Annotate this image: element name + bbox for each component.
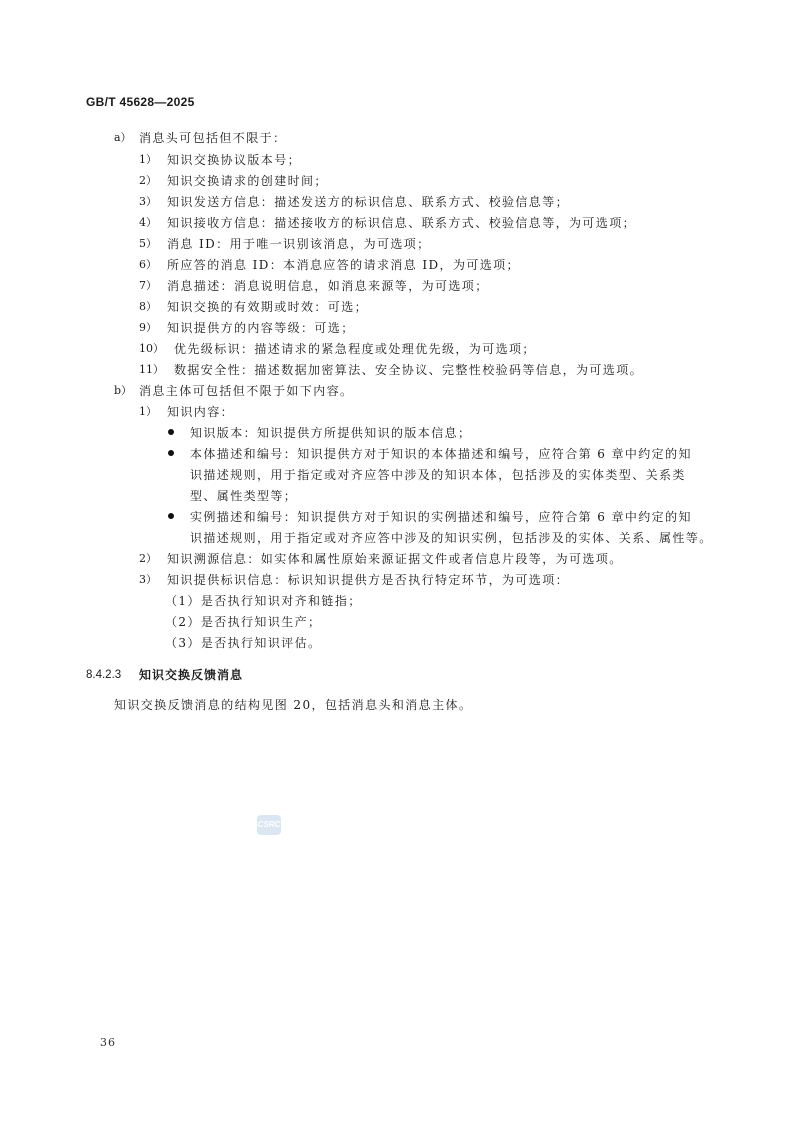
bullet-text: 实例描述和编号：知识提供方对于知识的实例描述和编号，应符合第 6 章中约定的知 bbox=[190, 510, 692, 524]
bullet-text: 本体描述和编号：知识提供方对于知识的本体描述和编号，应符合第 6 章中约定的知 bbox=[190, 447, 692, 461]
list-item-text: 知识溯源信息：如实体和属性原始来源证据文件或者信息片段等，为可选项。 bbox=[167, 552, 623, 566]
list-item-text: 知识交换请求的创建时间； bbox=[167, 174, 328, 188]
list-item-number: 8） bbox=[139, 300, 157, 313]
list-b-label: b） bbox=[114, 384, 133, 397]
section-number: 8.4.2.3 bbox=[86, 669, 122, 681]
standard-number: GB/T 45628—2025 bbox=[86, 95, 195, 109]
list-item-text: 优先级标识：描述请求的紧急程度或处理优先级，为可选项； bbox=[174, 342, 536, 356]
list-item-text: 数据安全性：描述数据加密算法、安全协议、完整性校验码等信息，为可选项。 bbox=[174, 363, 644, 377]
list-item-number: 11） bbox=[139, 363, 164, 376]
list-item-text: 知识提供方的内容等级：可选； bbox=[167, 321, 355, 335]
list-item-text: 消息描述：消息说明信息，如消息来源等，为可选项； bbox=[167, 279, 489, 293]
bullet-text-continued: 识描述规则，用于指定或对齐应答中涉及的知识本体，包括涉及的实体类型、关系类 bbox=[190, 468, 686, 482]
list-item-number: 9） bbox=[139, 321, 157, 334]
list-item-text: 知识交换的有效期或时效：可选； bbox=[167, 300, 369, 314]
list-item-text: 知识内容： bbox=[167, 405, 235, 419]
list-item-number: 4） bbox=[139, 216, 157, 229]
list-item-number: 2） bbox=[139, 552, 157, 565]
list-item-number: 1） bbox=[139, 405, 157, 418]
list-item-number: 7） bbox=[139, 279, 157, 292]
list-item-number: 2） bbox=[139, 174, 157, 187]
sub-item: （2）是否执行知识生产； bbox=[165, 615, 322, 629]
bullet-icon bbox=[168, 429, 174, 435]
list-item-number: 1） bbox=[139, 153, 157, 166]
section-body: 知识交换反馈消息的结构见图 20，包括消息头和消息主体。 bbox=[114, 698, 473, 712]
sub-item: （1）是否执行知识对齐和链指； bbox=[165, 594, 362, 608]
sub-item: （3）是否执行知识评估。 bbox=[165, 636, 322, 650]
list-item-number: 3） bbox=[139, 195, 157, 208]
list-item-number: 5） bbox=[139, 237, 157, 250]
bullet-icon bbox=[168, 450, 174, 456]
list-item-number: 10） bbox=[139, 342, 164, 355]
csrc-watermark-logo: CSRC bbox=[257, 815, 281, 835]
page-number: 36 bbox=[100, 1036, 116, 1049]
bullet-icon bbox=[168, 513, 174, 519]
bullet-text-continued: 识描述规则，用于指定或对齐应答中涉及的知识实例，包括涉及的实体、关系、属性等。 bbox=[190, 531, 713, 545]
bullet-text: 知识版本：知识提供方所提供知识的版本信息； bbox=[190, 426, 472, 440]
list-item-text: 知识接收方信息：描述接收方的标识信息、联系方式、校验信息等，为可选项； bbox=[167, 216, 637, 230]
list-item-text: 知识交换协议版本号； bbox=[167, 153, 302, 167]
list-item-text: 知识发送方信息：描述发送方的标识信息、联系方式、校验信息等； bbox=[167, 195, 570, 209]
section-title: 知识交换反馈消息 bbox=[139, 668, 244, 682]
list-item-text: 知识提供标识信息：标识知识提供方是否执行特定环节，为可选项： bbox=[167, 573, 570, 587]
list-a-label: a） bbox=[114, 131, 132, 144]
list-b-intro: 消息主体可包括但不限于如下内容。 bbox=[139, 384, 354, 398]
list-item-text: 所应答的消息 ID：本消息应答的请求消息 ID，为可选项； bbox=[167, 258, 520, 272]
list-a-intro: 消息头可包括但不限于： bbox=[139, 131, 287, 145]
list-item-number: 3） bbox=[139, 573, 157, 586]
list-item-text: 消息 ID：用于唯一识别该消息，为可选项； bbox=[167, 237, 431, 251]
list-item-number: 6） bbox=[139, 258, 157, 271]
bullet-text-continued: 型、属性类型等； bbox=[190, 489, 298, 503]
